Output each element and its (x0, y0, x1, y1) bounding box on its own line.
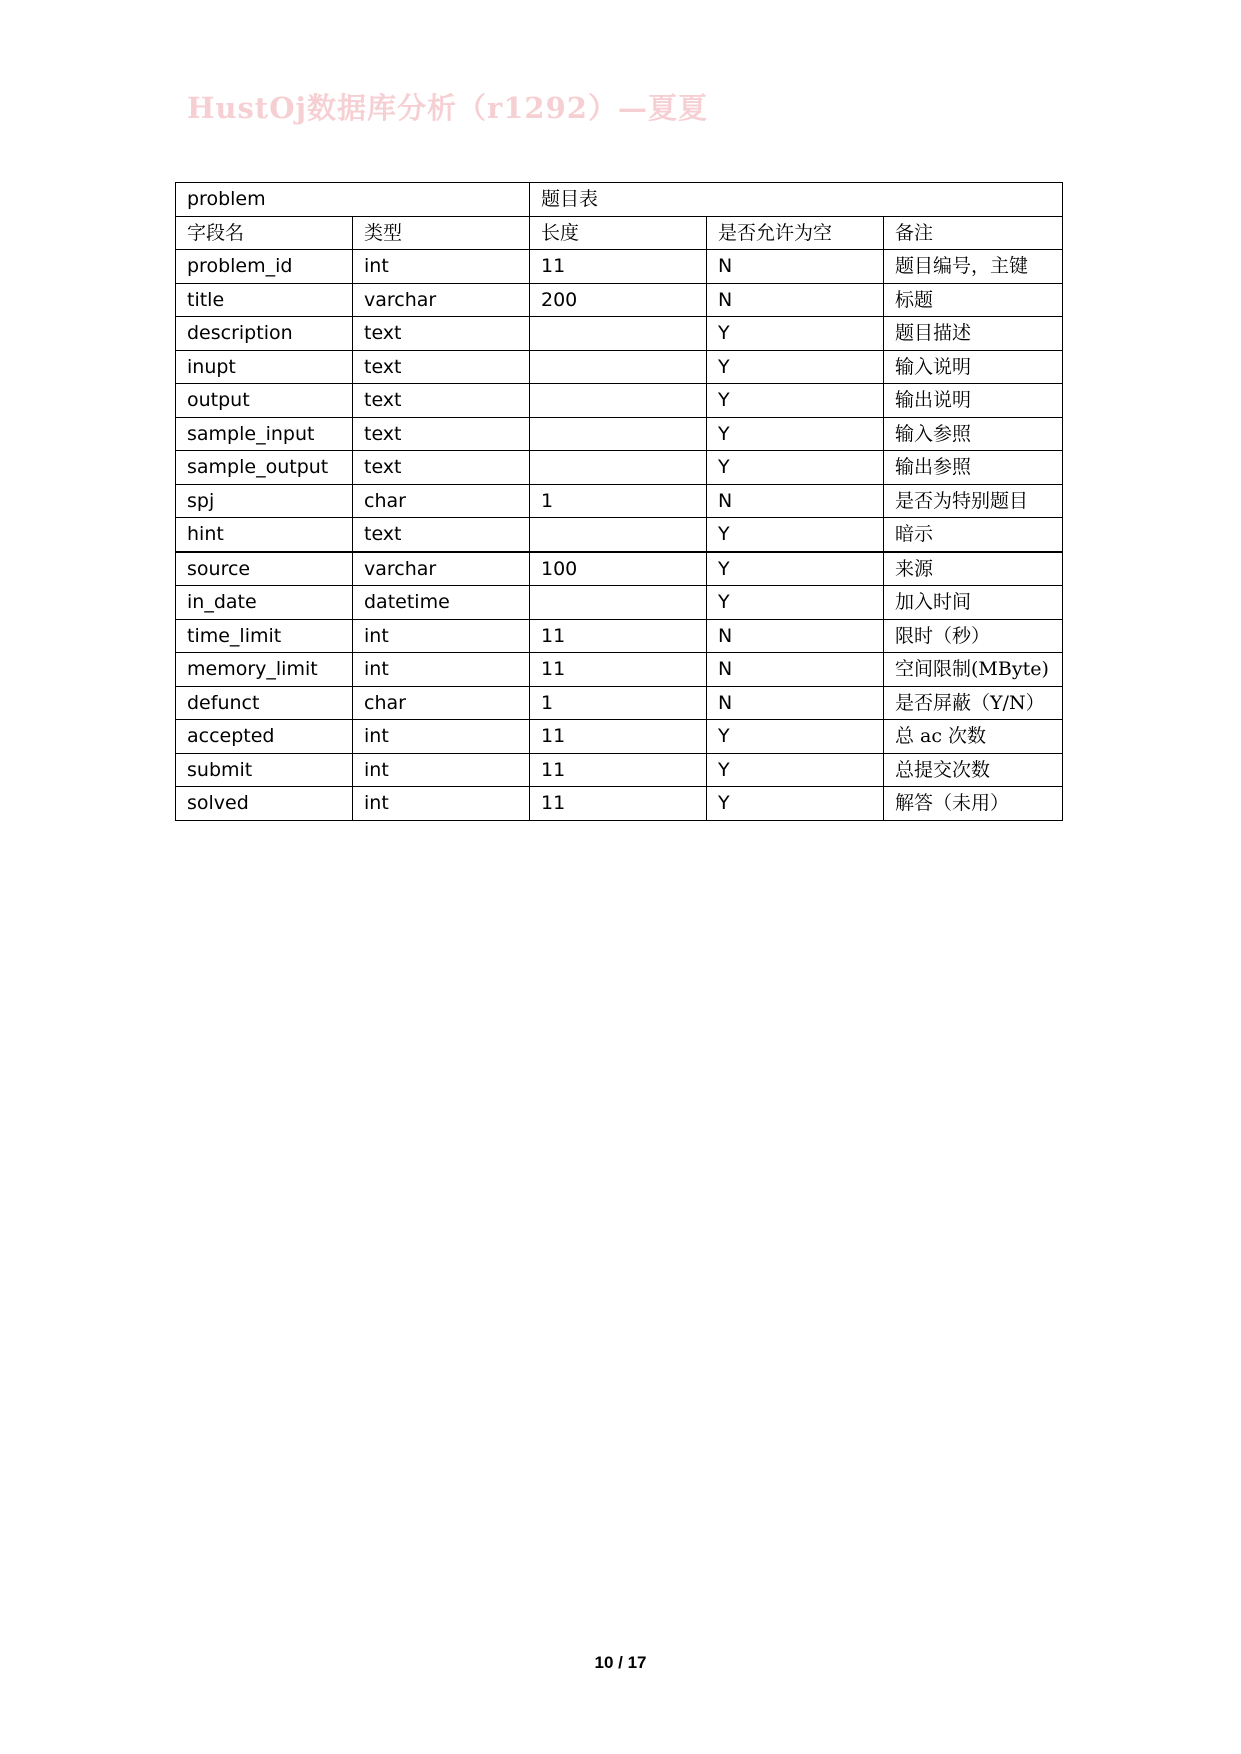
table-header-row (176, 216, 1063, 250)
cell-length: 11 (530, 653, 707, 687)
cell-field-name: time_limit (176, 619, 353, 653)
cell-field-name: problem_id (176, 250, 353, 284)
table-body (176, 183, 1063, 821)
cell-type: int (353, 720, 530, 754)
table-row (176, 552, 1063, 586)
cell-nullable: N (707, 250, 884, 284)
cell-remark: 限时（秒） (884, 619, 1063, 653)
cell-field-name: output (176, 384, 353, 418)
cell-nullable: Y (707, 720, 884, 754)
column-header-type: 类型 (353, 216, 530, 250)
problem-schema-table (175, 182, 1063, 821)
cell-length: 1 (530, 484, 707, 518)
cell-type: int (353, 653, 530, 687)
cell-length (530, 586, 707, 620)
cell-type: int (353, 787, 530, 821)
cell-remark: 是否为特别题目 (884, 484, 1063, 518)
cell-type: int (353, 250, 530, 284)
cell-type: text (353, 518, 530, 552)
cell-length (530, 384, 707, 418)
cell-remark: 暗示 (884, 518, 1063, 552)
cell-type: char (353, 484, 530, 518)
cell-type: text (353, 417, 530, 451)
cell-field-name: sample_input (176, 417, 353, 451)
column-header-field-name: 字段名 (176, 216, 353, 250)
table-row (176, 283, 1063, 317)
table-row (176, 250, 1063, 284)
cell-remark: 输出说明 (884, 384, 1063, 418)
table-row (176, 753, 1063, 787)
table-row (176, 350, 1063, 384)
cell-type: varchar (353, 283, 530, 317)
cell-nullable: Y (707, 317, 884, 351)
cell-type: int (353, 753, 530, 787)
cell-remark: 是否屏蔽（Y/N） (884, 686, 1063, 720)
table-row (176, 451, 1063, 485)
table-row (176, 518, 1063, 552)
table-row (176, 417, 1063, 451)
cell-type: char (353, 686, 530, 720)
cell-remark: 解答（未用） (884, 787, 1063, 821)
cell-nullable: Y (707, 417, 884, 451)
cell-length: 200 (530, 283, 707, 317)
cell-field-name: hint (176, 518, 353, 552)
cell-field-name: inupt (176, 350, 353, 384)
table-description-cell: 题目表 (530, 183, 1063, 217)
cell-field-name: submit (176, 753, 353, 787)
cell-remark: 题目描述 (884, 317, 1063, 351)
table-row (176, 317, 1063, 351)
cell-remark: 来源 (884, 552, 1063, 586)
cell-nullable: Y (707, 384, 884, 418)
column-header-nullable: 是否允许为空 (707, 216, 884, 250)
table-row (176, 619, 1063, 653)
cell-field-name: title (176, 283, 353, 317)
cell-remark: 输出参照 (884, 451, 1063, 485)
cell-length: 100 (530, 552, 707, 586)
table-row (176, 384, 1063, 418)
cell-remark: 输入说明 (884, 350, 1063, 384)
cell-field-name: description (176, 317, 353, 351)
page-number: 10 / 17 (594, 1653, 647, 1672)
cell-length (530, 317, 707, 351)
cell-field-name: in_date (176, 586, 353, 620)
table-title-row (176, 183, 1063, 217)
cell-remark: 标题 (884, 283, 1063, 317)
cell-remark: 总提交次数 (884, 753, 1063, 787)
cell-type: int (353, 619, 530, 653)
cell-length: 11 (530, 753, 707, 787)
cell-type: text (353, 317, 530, 351)
cell-length (530, 417, 707, 451)
cell-remark: 空间限制(MByte) (884, 653, 1063, 687)
cell-field-name: accepted (176, 720, 353, 754)
table-name-cell: problem (176, 183, 530, 217)
cell-nullable: Y (707, 753, 884, 787)
cell-remark: 加入时间 (884, 586, 1063, 620)
cell-remark: 输入参照 (884, 417, 1063, 451)
table-row (176, 653, 1063, 687)
cell-nullable: Y (707, 350, 884, 384)
cell-nullable: N (707, 653, 884, 687)
cell-length: 11 (530, 619, 707, 653)
table-row (176, 720, 1063, 754)
table-row (176, 686, 1063, 720)
cell-length: 11 (530, 720, 707, 754)
cell-length (530, 451, 707, 485)
cell-type: text (353, 350, 530, 384)
table-row (176, 484, 1063, 518)
cell-length (530, 350, 707, 384)
document-header-title: HustOj数据库分析（r1292）—夏夏 (187, 91, 708, 125)
cell-length: 11 (530, 250, 707, 284)
cell-field-name: solved (176, 787, 353, 821)
cell-type: text (353, 384, 530, 418)
cell-type: varchar (353, 552, 530, 586)
table-row (176, 787, 1063, 821)
cell-nullable: Y (707, 552, 884, 586)
cell-nullable: Y (707, 586, 884, 620)
cell-nullable: N (707, 619, 884, 653)
cell-nullable: Y (707, 451, 884, 485)
cell-type: datetime (353, 586, 530, 620)
cell-nullable: N (707, 686, 884, 720)
cell-type: text (353, 451, 530, 485)
cell-field-name: source (176, 552, 353, 586)
cell-remark: 题目编号，主键 (884, 250, 1063, 284)
cell-field-name: memory_limit (176, 653, 353, 687)
cell-nullable: N (707, 283, 884, 317)
cell-nullable: N (707, 484, 884, 518)
cell-field-name: spj (176, 484, 353, 518)
cell-nullable: Y (707, 518, 884, 552)
column-header-length: 长度 (530, 216, 707, 250)
cell-field-name: defunct (176, 686, 353, 720)
cell-nullable: Y (707, 787, 884, 821)
table-row (176, 586, 1063, 620)
cell-field-name: sample_output (176, 451, 353, 485)
column-header-remark: 备注 (884, 216, 1063, 250)
cell-length (530, 518, 707, 552)
cell-length: 11 (530, 787, 707, 821)
cell-length: 1 (530, 686, 707, 720)
cell-remark: 总 ac 次数 (884, 720, 1063, 754)
